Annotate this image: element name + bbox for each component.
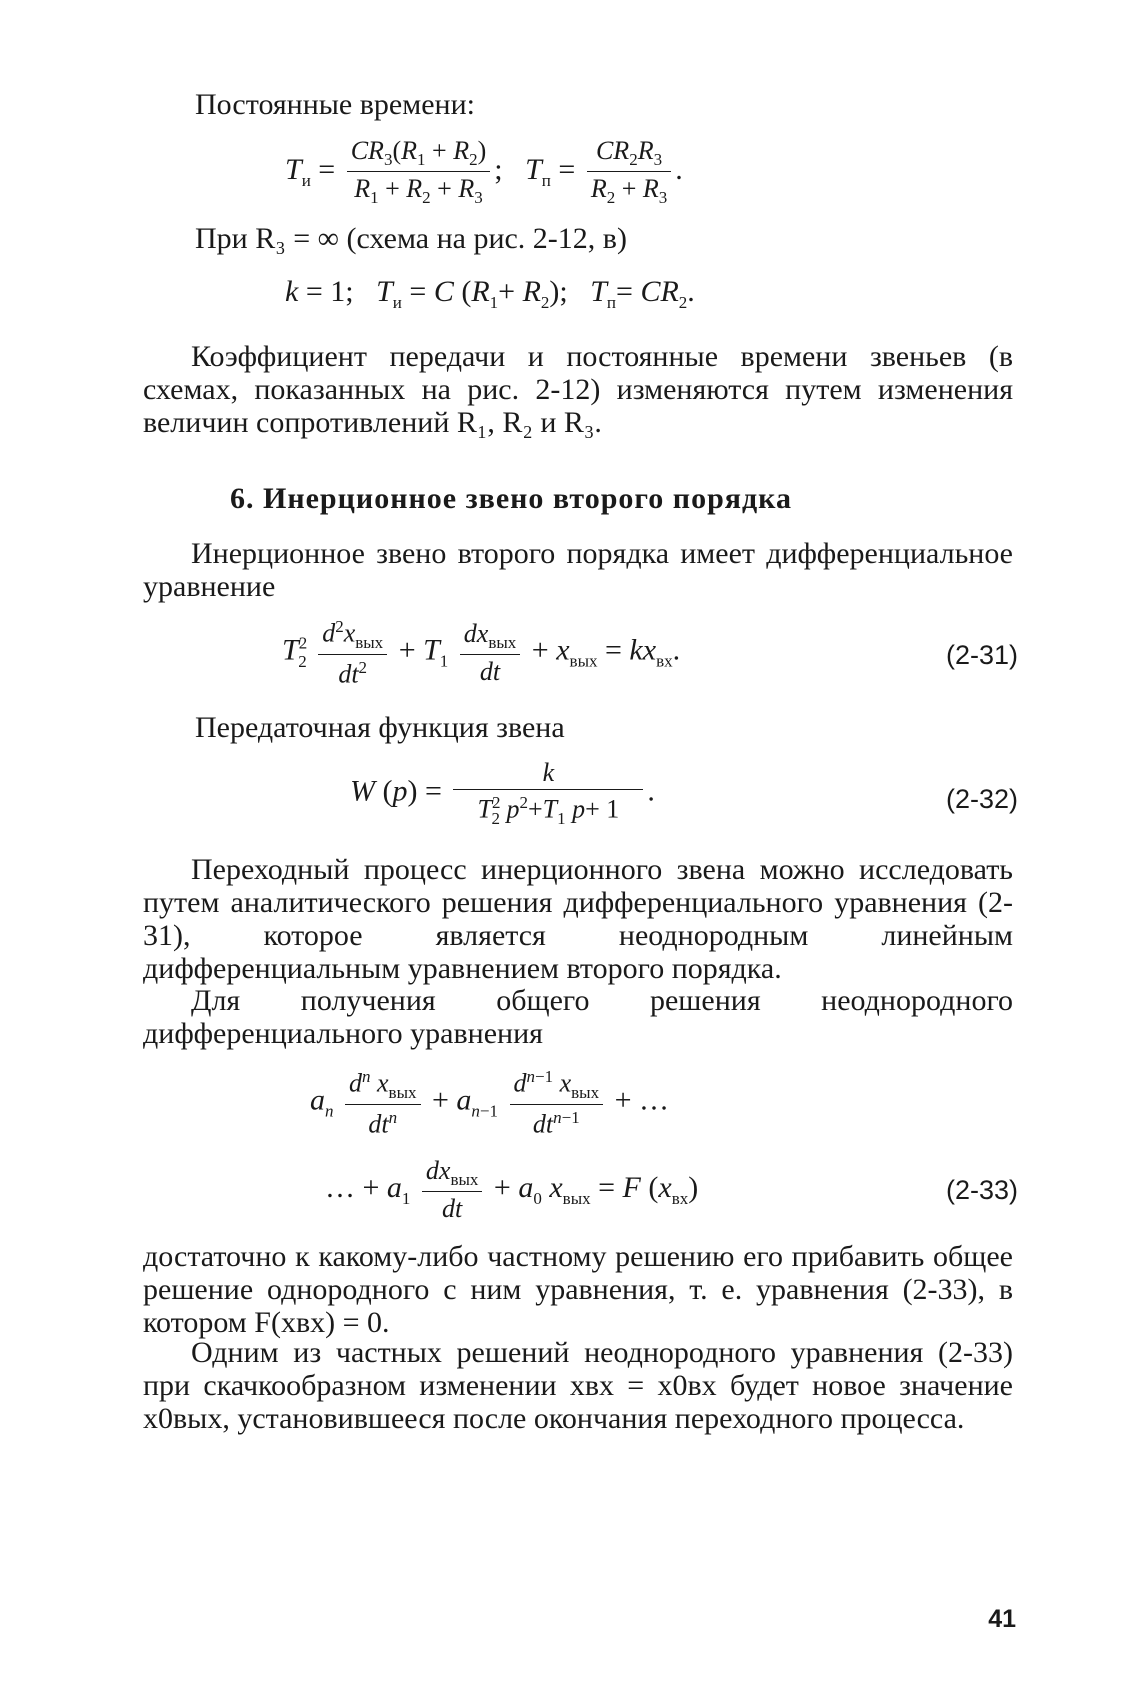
equation-2-32: W (p) = $\frac{k}{T^2_2 p^2+T_1 p+ 1}$ . bbox=[350, 758, 655, 828]
formula-time-constants: $T_и$ = $\frac{CR_3(R_1 + R_2)}{R_1 + R_2 + R_3}$ ; $T_п$ = $\frac{CR_2R_3}{R_2 + R_3}$ . bbox=[285, 136, 683, 208]
paragraph-sufficient: достаточно к какому-либо частному решению его прибавить общее решение однородного с ним уравнения, т. е. уравнения (2-33), в котором F(xвх) = 0. bbox=[143, 1240, 1013, 1339]
r3-infinity-label: При R₃ = ∞ (схема на рис. 2-12, в) bbox=[195, 222, 627, 255]
transfer-function-label: Передаточная функция звена bbox=[195, 711, 565, 744]
equation-number-2-32: (2-32) bbox=[945, 784, 1018, 814]
equation-2-33-line1: $a_n$ $\frac{d^n x_{вых}}{dt^n}$ + $a_{n-1}$ $\frac{d^{n-1} x_{вых}}{dt^{n-1}}$ + … bbox=[310, 1067, 670, 1139]
equation-number-2-33: (2-33) bbox=[945, 1175, 1018, 1205]
time-constants-label: Постоянные времени: bbox=[195, 88, 475, 121]
paragraph-particular: Одним из частных решений неоднородного уравнения (2-33) при скачкообразном изменении xвх = x0вх будет новое значение x0вых, установившееся после окончания переходного процесса. bbox=[143, 1336, 1013, 1435]
paragraph-general-solution: Для получения общего решения неоднородного дифференциального уравнения bbox=[143, 984, 1013, 1050]
paragraph-transient: Переходный процесс инерционного звена можно исследовать путем аналитического решения дифференциального уравнения (2-31), которое является неоднородным линейным дифференциальным уравнением второго порядка. bbox=[143, 853, 1013, 985]
paragraph-coefficient: Коэффициент передачи и постоянные времени звеньев (в схемах, показанных на рис. 2-12) изменяются путем изменения величин сопротивлений R₁, R₂ и R₃. bbox=[143, 340, 1013, 439]
equation-2-31: $T^2_2$ $\frac{d^2x_{вых}}{dt^2}$ + $T_1$ $\frac{dx_{вых}}{dt}$ + $x_{вых} = kx_{вх}$. bbox=[282, 617, 681, 689]
formula-r3-infinity: k = 1; $T_и = C$ $(R_1+ R_2)$; $T_п= CR_2$. bbox=[285, 275, 695, 312]
section-heading: 6. Инерционное звено второго порядка bbox=[230, 482, 792, 515]
paragraph-intro: Инерционное звено второго порядка имеет дифференциальное уравнение bbox=[143, 537, 1013, 603]
page-number: 41 bbox=[988, 1605, 1016, 1633]
equation-2-33-line2: … + $a_1$ $\frac{dx_{вых}}{dt}$ + $a_0$ $x_{вых} = F$ $(x_{вх})$ bbox=[325, 1156, 699, 1224]
equation-number-2-31: (2-31) bbox=[945, 640, 1018, 670]
